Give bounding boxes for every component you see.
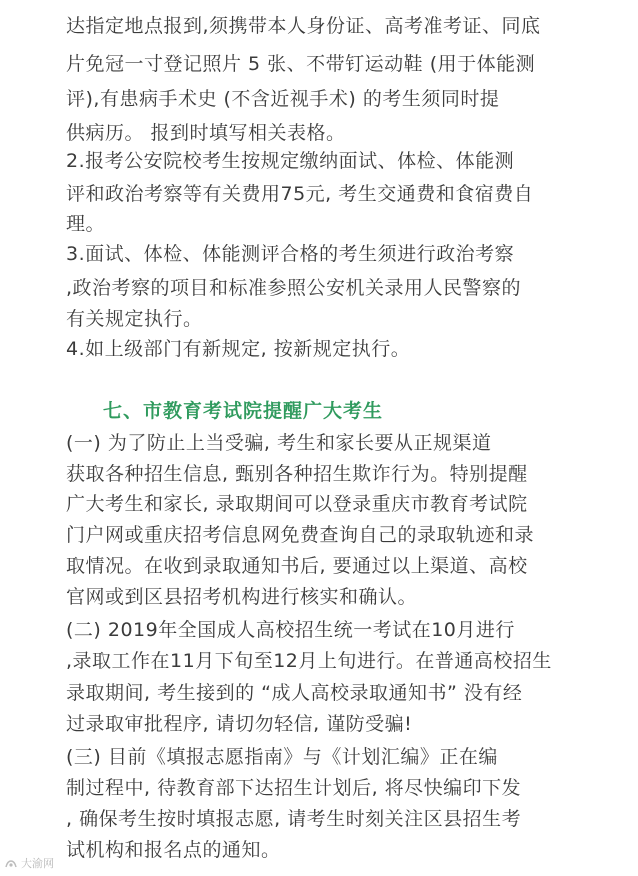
section-line: 试机构和报名点的通知。 [66,839,281,861]
section-line: ,录取工作在11月下旬至12月上旬进行。在普通高校招生 [66,650,552,672]
section-line: 获取各种招生信息, 甄别各种招生欺诈行为。特别提醒 [66,463,528,485]
body-line: 达指定地点报到,须携带本人身份证、高考准考证、同底 [66,15,541,37]
body-line: 供病历。 报到时填写相关表格。 [66,122,346,144]
body-line: 评),有患病手术史 (不含近视手术) 的考生须同时提 [66,88,500,110]
body-line: 2.报考公安院校考生按规定缴纳面试、体检、体能测 [66,150,515,172]
section-line: 官网或到区县招考机构进行核实和确认。 [66,586,418,608]
watermark-logo-icon [4,856,18,870]
body-line: 有关规定执行。 [66,308,203,330]
body-line: 片免冠一寸登记照片 5 张、不带钉运动鞋 (用于体能测 [66,53,536,75]
watermark [4,855,54,871]
body-line: 理。 [66,213,106,235]
section-line: (三) 目前《填报志愿指南》与《计划汇编》正在编 [66,746,498,768]
body-line: 评和政治考察等有关费用75元, 考生交通费和食宿费自 [66,183,534,205]
section-heading: 七、市教育考试院提醒广大考生 [103,400,384,422]
body-line: ,政治考察的项目和标准参照公安机关录用人民警察的 [66,277,522,299]
body-line: 3.面试、体检、体能测评合格的考生须进行政治考察 [66,243,515,265]
section-line: (二) 2019年全国成人高校招生统一考试在10月进行 [66,619,515,641]
body-line: 4.如上级部门有新规定, 按新规定执行。 [66,338,411,360]
section-line: 录取期间, 考生接到的 “成人高校录取通知书” 没有经 [66,682,523,704]
section-line: 取情况。在收到录取通知书后, 要通过以上渠道、高校 [66,555,528,577]
watermark-text: 大渝网 [21,857,54,870]
section-line: 制过程中, 待教育部下达招生计划后, 将尽快编印下发 [66,777,522,799]
section-line: 过录取审批程序, 请切勿轻信, 谨防受骗! [66,713,413,735]
section-line: (一) 为了防止上当受骗, 考生和家长要从正规渠道 [66,432,492,454]
section-line: 门户网或重庆招考信息网免费查询自己的录取轨迹和录 [66,524,535,546]
section-line: 广大考生和家长, 录取期间可以登录重庆市教育考试院 [66,493,528,515]
section-line: , 确保考生按时填报志愿, 请考生时刻关注区县招生考 [66,808,522,830]
